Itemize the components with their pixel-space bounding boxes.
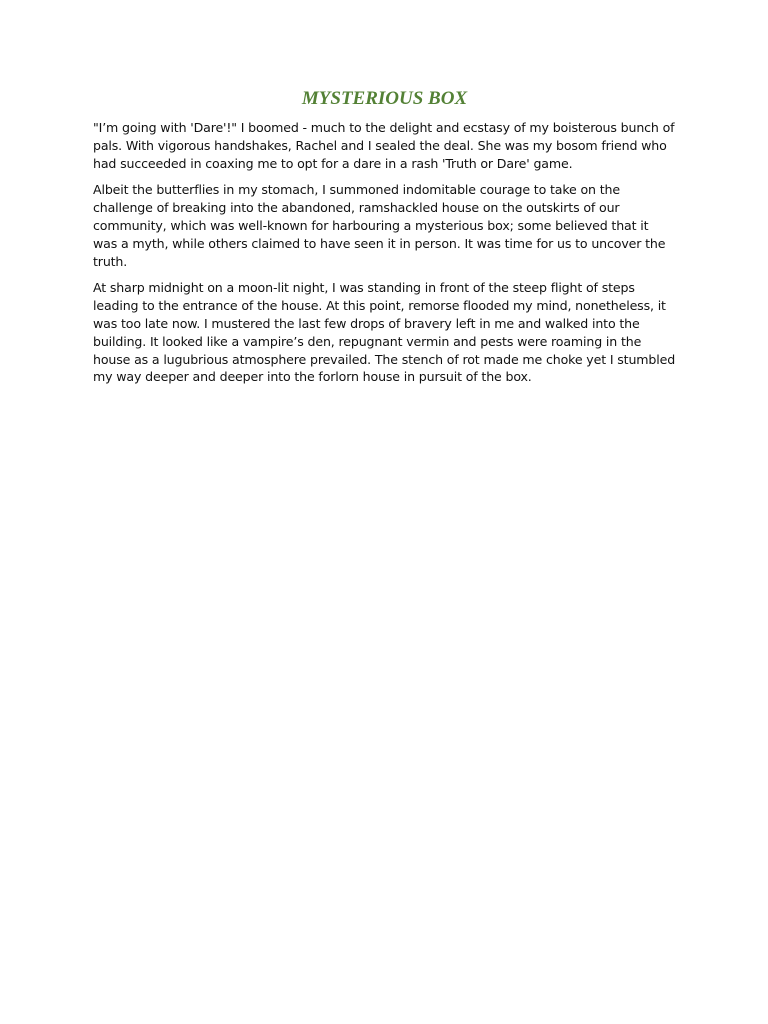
paragraph-3: At sharp midnight on a moon-lit night, I was standing in front of the steep flight of steps leading to the entrance of the house. At this point, remorse flooded my mind, nonetheless, it was too late now. I mustered the last few drops of bravery left in me and walked into the building. It looked like a vampire’s den, repugnant vermin and pests were roaming in the house as a lugubrious atmosphere prevailed. The stench of rot made me choke yet I stumbled my way deeper and deeper into the forlorn house in pursuit of the box. xyxy=(93,280,676,385)
paragraph-2: Albeit the butterflies in my stomach, I summoned indomitable courage to take on the challenge of breaking into the abandoned, ramshackled house on the outskirts of our community, which was well-known for harbouring a mysterious box; some believed that it was a myth, while others claimed to have seen it in person. It was time for us to uncover the truth. xyxy=(93,182,666,269)
document-page xyxy=(93,86,676,395)
document-title: MYSTERIOUS BOX xyxy=(301,88,468,109)
paragraph-1: "I’m going with 'Dare'!" I boomed - much to the delight and ecstasy of my boisterous bunch of pals. With vigorous handshakes, Rachel and I sealed the deal. She was my bosom friend who had succeeded in coaxing me to opt for a dare in a rash 'Truth or Dare' game. xyxy=(93,120,675,171)
